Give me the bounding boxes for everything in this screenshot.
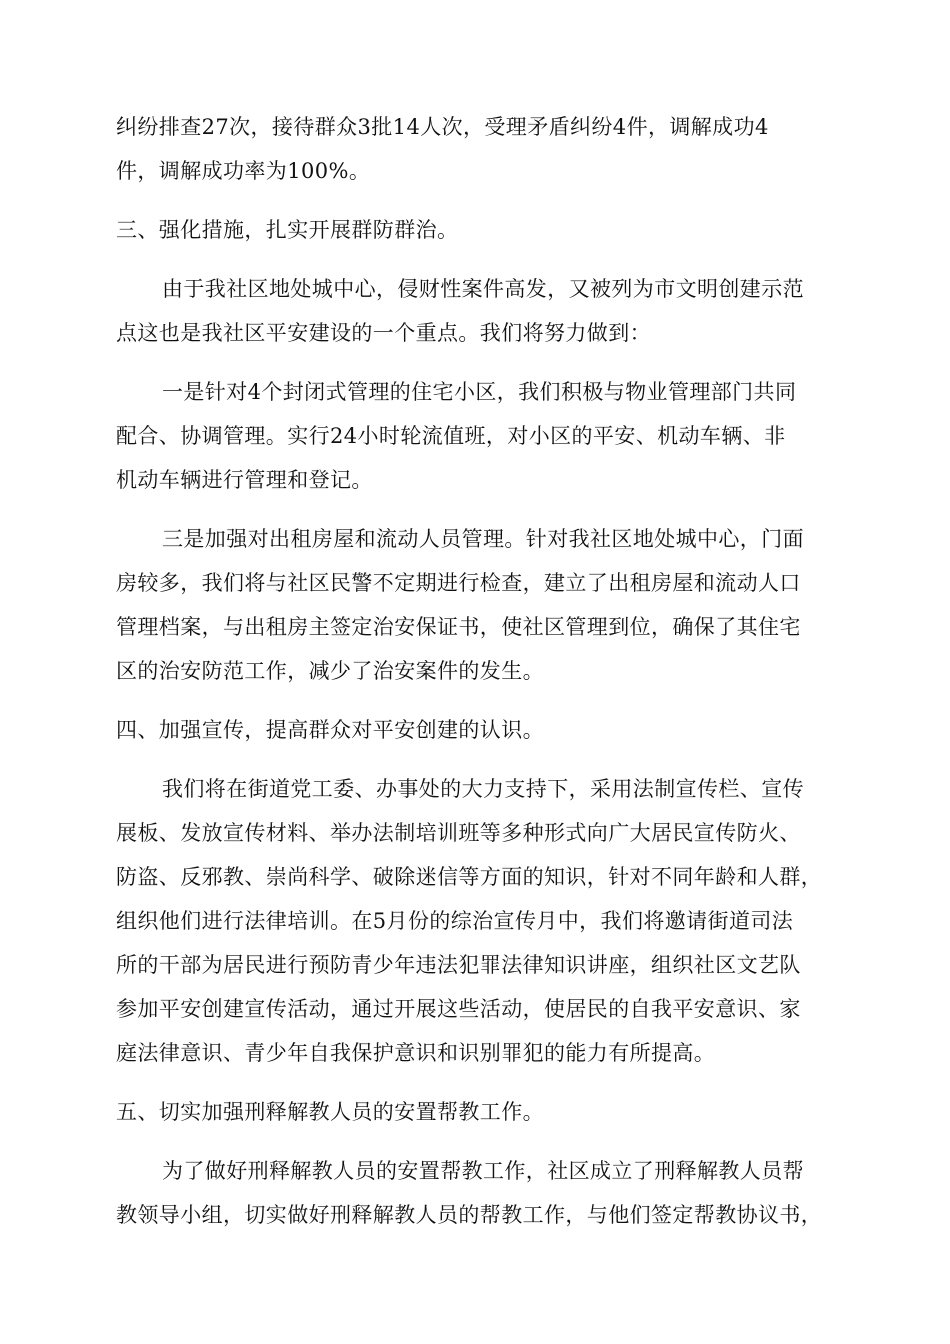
- body-line: 参加平安创建宣传活动，通过开展这些活动，使居民的自我平安意识、家: [116, 997, 801, 1021]
- body-line: 所的干部为居民进行预防青少年违法犯罪法律知识讲座，组织社区文艺队: [116, 953, 801, 977]
- body-line: 三是加强对出租房屋和流动人员管理。针对我社区地处城中心，门面: [162, 527, 804, 551]
- body-line: 防盗、反邪教、崇尚科学、破除迷信等方面的知识，针对不同年龄和人群，: [116, 865, 823, 889]
- body-line: 教领导小组，切实做好刑释解教人员的帮教工作，与他们签定帮教协议书，: [116, 1203, 823, 1227]
- body-line: 管理档案，与出租房主签定治安保证书，使社区管理到位，确保了其住宅: [116, 615, 801, 639]
- body-line: 展板、发放宣传材料、举办法制培训班等多种形式向广大居民宣传防火、: [116, 821, 801, 845]
- body-line: 我们将在街道党工委、办事处的大力支持下，采用法制宣传栏、宣传: [162, 777, 804, 801]
- section-heading: 五、切实加强刑释解教人员的安置帮教工作。: [116, 1100, 544, 1124]
- body-line: 点这也是我社区平安建设的一个重点。我们将努力做到：: [116, 321, 651, 345]
- body-line: 纠纷排查27次，接待群众3批14人次，受理矛盾纠纷4件，调解成功4: [116, 115, 769, 139]
- body-line: 机动车辆进行管理和登记。: [116, 468, 373, 492]
- section-heading: 三、强化措施，扎实开展群防群治。: [116, 218, 459, 242]
- body-line: 房较多，我们将与社区民警不定期进行检查，建立了出租房屋和流动人口: [116, 571, 801, 595]
- body-line: 区的治安防范工作，减少了治安案件的发生。: [116, 659, 544, 683]
- body-line: 一是针对4个封闭式管理的住宅小区，我们积极与物业管理部门共同: [162, 380, 797, 404]
- body-line: 件，调解成功率为100%。: [116, 159, 371, 183]
- body-line: 由于我社区地处城中心，侵财性案件高发，又被列为市文明创建示范: [162, 277, 804, 301]
- body-line: 配合、协调管理。实行24小时轮流值班，对小区的平安、机动车辆、非: [116, 424, 786, 448]
- section-heading: 四、加强宣传，提高群众对平安创建的认识。: [116, 718, 544, 742]
- body-line: 庭法律意识、青少年自我保护意识和识别罪犯的能力有所提高。: [116, 1041, 716, 1065]
- body-line: 为了做好刑释解教人员的安置帮教工作，社区成立了刑释解教人员帮: [162, 1159, 804, 1183]
- body-line: 组织他们进行法律培训。在5月份的综治宣传月中，我们将邀请街道司法: [116, 909, 794, 933]
